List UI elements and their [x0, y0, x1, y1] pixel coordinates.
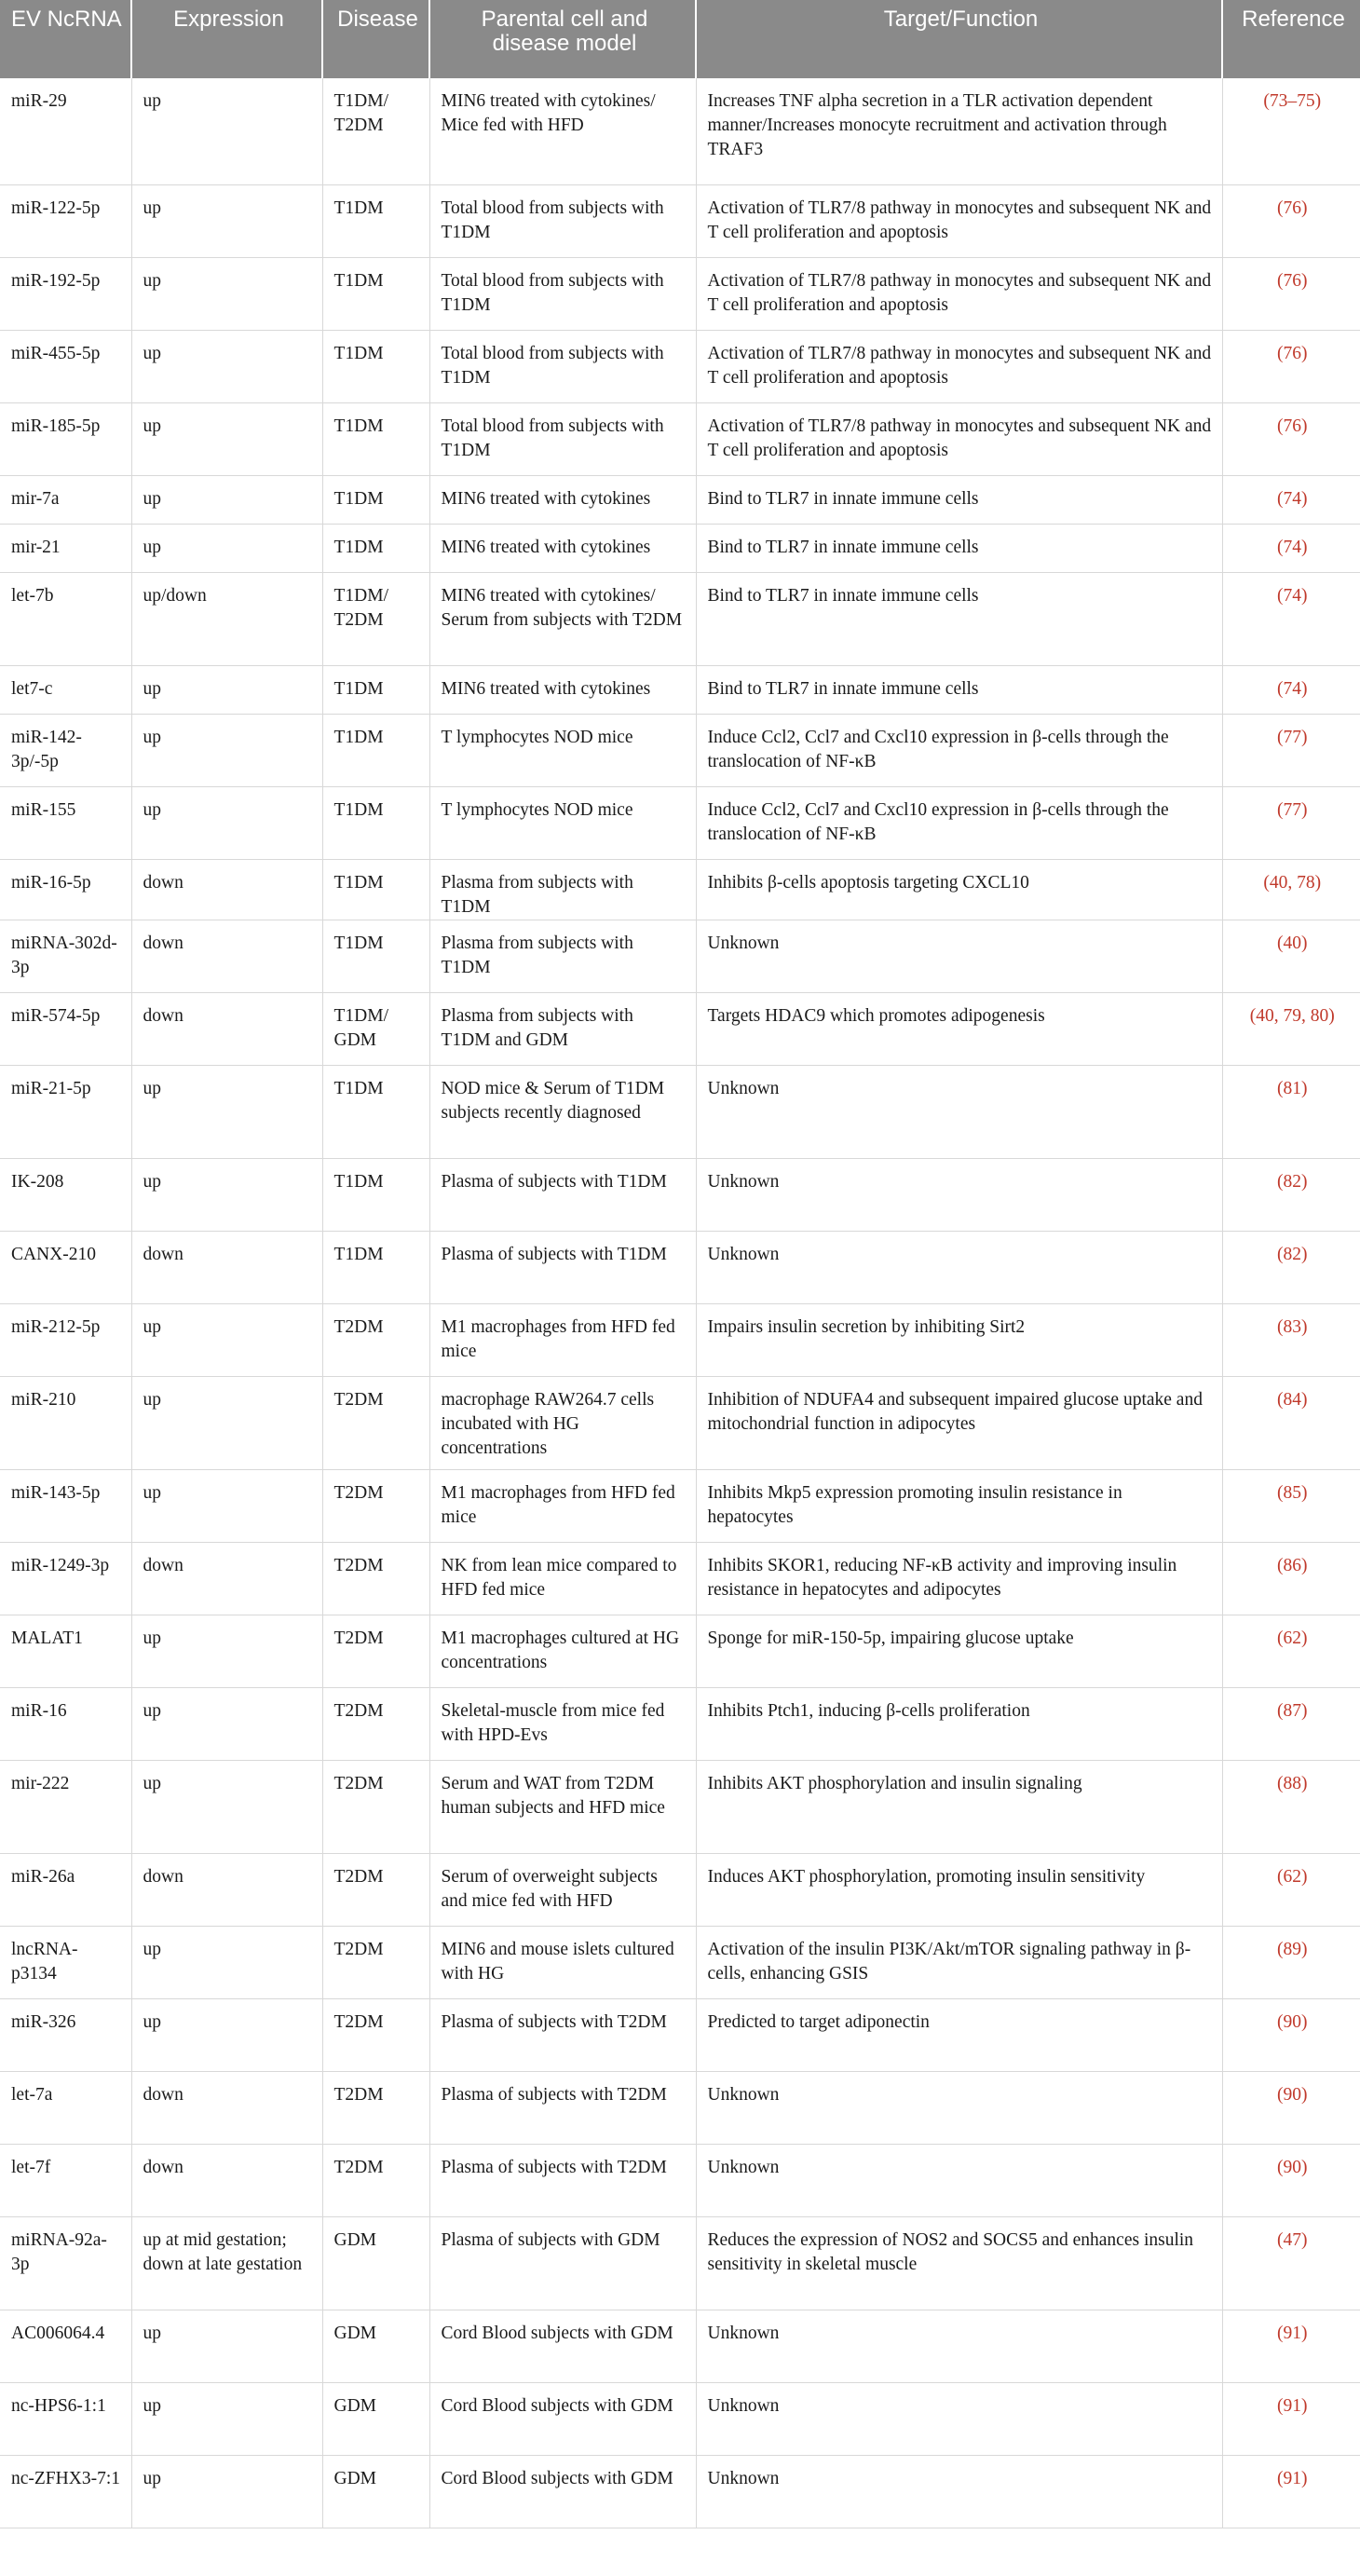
cell-model: Total blood from subjects with T1DM: [429, 184, 696, 257]
cell-model: Cord Blood subjects with GDM: [429, 2455, 696, 2528]
reference-link[interactable]: 62: [1283, 1628, 1301, 1648]
reference-link[interactable]: 77: [1283, 799, 1301, 820]
cell-expression: down: [131, 1542, 322, 1615]
cell-target: Unknown: [696, 2144, 1222, 2216]
table-row: [0, 330, 1360, 402]
header-row: [0, 0, 1360, 78]
cell-reference: (76): [1222, 257, 1360, 330]
reference-link[interactable]: 74: [1283, 488, 1301, 509]
column-header-model: Parental cell and disease model: [429, 0, 696, 78]
cell-ncrna: miR-143-5p: [0, 1469, 131, 1542]
cell-target: Impairs insulin secretion by inhibiting Sirt2: [696, 1303, 1222, 1376]
table-row: [0, 1376, 1360, 1469]
reference-link[interactable]: 83: [1283, 1316, 1301, 1337]
cell-ncrna: miR-326: [0, 1998, 131, 2071]
cell-reference: (84): [1222, 1376, 1360, 1469]
cell-reference: (74): [1222, 572, 1360, 665]
cell-reference: (40, 79, 80): [1222, 992, 1360, 1065]
cell-ncrna: MALAT1: [0, 1615, 131, 1687]
cell-target: Unknown: [696, 920, 1222, 992]
cell-reference: (87): [1222, 1687, 1360, 1760]
cell-disease: T1DM: [322, 1231, 429, 1303]
cell-expression: up: [131, 78, 322, 184]
table-row: [0, 1231, 1360, 1303]
cell-target: Activation of TLR7/8 pathway in monocytes and subsequent NK and T cell proliferation and apoptosis: [696, 330, 1222, 402]
cell-target: Inhibits SKOR1, reducing NF-κB activity and improving insulin resistance in hepatocytes and adipocytes: [696, 1542, 1222, 1615]
reference-link[interactable]: 74: [1283, 585, 1301, 606]
table-row: [0, 1158, 1360, 1231]
cell-disease: T2DM: [322, 1760, 429, 1853]
cell-disease: T1DM: [322, 859, 429, 920]
reference-link[interactable]: 88: [1283, 1773, 1301, 1793]
table-row: [0, 184, 1360, 257]
table-row: [0, 1303, 1360, 1376]
cell-ncrna: miR-574-5p: [0, 992, 131, 1065]
cell-disease: T1DM: [322, 330, 429, 402]
table-row: [0, 402, 1360, 475]
cell-ncrna: miRNA-302d-3p: [0, 920, 131, 992]
table-row: [0, 2310, 1360, 2382]
cell-ncrna: miR-16-5p: [0, 859, 131, 920]
cell-expression: up: [131, 2310, 322, 2382]
reference-link[interactable]: 91: [1283, 2395, 1301, 2416]
cell-model: M1 macrophages from HFD fed mice: [429, 1469, 696, 1542]
cell-reference: (62): [1222, 1853, 1360, 1926]
cell-target: Induce Ccl2, Ccl7 and Cxcl10 expression in β-cells through the translocation of NF-κB: [696, 786, 1222, 859]
cell-disease: T2DM: [322, 1998, 429, 2071]
cell-expression: up: [131, 714, 322, 786]
cell-expression: up: [131, 257, 322, 330]
cell-disease: T2DM: [322, 1469, 429, 1542]
cell-ncrna: nc-HPS6-1:1: [0, 2382, 131, 2455]
table-row: [0, 1998, 1360, 2071]
cell-target: Inhibition of NDUFA4 and subsequent impaired glucose uptake and mitochondrial function in adipocytes: [696, 1376, 1222, 1469]
cell-target: Unknown: [696, 2382, 1222, 2455]
table-row: [0, 524, 1360, 572]
cell-expression: up: [131, 786, 322, 859]
reference-link[interactable]: 76: [1283, 198, 1301, 218]
cell-target: Unknown: [696, 1158, 1222, 1231]
cell-ncrna: lncRNA-p3134: [0, 1926, 131, 1998]
table-row: [0, 572, 1360, 665]
table-row: [0, 475, 1360, 524]
cell-expression: up: [131, 1469, 322, 1542]
cell-target: Induces AKT phosphorylation, promoting insulin sensitivity: [696, 1853, 1222, 1926]
cell-expression: down: [131, 2144, 322, 2216]
cell-expression: down: [131, 992, 322, 1065]
cell-model: NK from lean mice compared to HFD fed mice: [429, 1542, 696, 1615]
cell-disease: T2DM: [322, 1376, 429, 1469]
reference-link[interactable]: 74: [1283, 537, 1301, 557]
cell-ncrna: miR-122-5p: [0, 184, 131, 257]
cell-reference: (74): [1222, 524, 1360, 572]
table-row: [0, 1542, 1360, 1615]
reference-link[interactable]: 91: [1283, 2468, 1301, 2488]
cell-disease: T2DM: [322, 1687, 429, 1760]
cell-expression: up: [131, 330, 322, 402]
cell-target: Activation of TLR7/8 pathway in monocytes and subsequent NK and T cell proliferation and apoptosis: [696, 257, 1222, 330]
cell-expression: down: [131, 1853, 322, 1926]
cell-target: Activation of the insulin PI3K/Akt/mTOR signaling pathway in β-cells, enhancing GSIS: [696, 1926, 1222, 1998]
cell-reference: (91): [1222, 2382, 1360, 2455]
cell-target: Activation of TLR7/8 pathway in monocytes and subsequent NK and T cell proliferation and apoptosis: [696, 184, 1222, 257]
cell-model: Cord Blood subjects with GDM: [429, 2382, 696, 2455]
cell-expression: down: [131, 1231, 322, 1303]
reference-link[interactable]: 86: [1283, 1555, 1301, 1575]
cell-model: T lymphocytes NOD mice: [429, 786, 696, 859]
cell-disease: T2DM: [322, 2144, 429, 2216]
cell-ncrna: miR-210: [0, 1376, 131, 1469]
cell-disease: T1DM: [322, 920, 429, 992]
cell-model: MIN6 and mouse islets cultured with HG: [429, 1926, 696, 1998]
cell-model: Plasma of subjects with T2DM: [429, 2071, 696, 2144]
cell-disease: T2DM: [322, 1853, 429, 1926]
cell-ncrna: miRNA-92a-3p: [0, 2216, 131, 2310]
column-header-reference: Reference: [1222, 0, 1360, 78]
cell-model: MIN6 treated with cytokines: [429, 524, 696, 572]
cell-reference: (77): [1222, 786, 1360, 859]
table-row: [0, 1687, 1360, 1760]
cell-target: Reduces the expression of NOS2 and SOCS5 and enhances insulin sensitivity in skeletal muscle: [696, 2216, 1222, 2310]
reference-link[interactable]: 40, 79, 80: [1256, 1005, 1329, 1026]
reference-link[interactable]: 82: [1283, 1171, 1301, 1192]
cell-reference: (91): [1222, 2310, 1360, 2382]
cell-expression: down: [131, 859, 322, 920]
cell-model: Plasma of subjects with T2DM: [429, 1998, 696, 2071]
reference-link[interactable]: 47: [1283, 2229, 1301, 2250]
cell-model: Plasma of subjects with T2DM: [429, 2144, 696, 2216]
cell-expression: up: [131, 1065, 322, 1158]
cell-disease: GDM: [322, 2455, 429, 2528]
table-row: [0, 2144, 1360, 2216]
cell-expression: up: [131, 1998, 322, 2071]
cell-target: Unknown: [696, 1065, 1222, 1158]
cell-model: Plasma of subjects with T1DM: [429, 1231, 696, 1303]
cell-disease: T1DM: [322, 786, 429, 859]
cell-model: M1 macrophages from HFD fed mice: [429, 1303, 696, 1376]
cell-reference: (74): [1222, 475, 1360, 524]
cell-model: Total blood from subjects with T1DM: [429, 402, 696, 475]
cell-ncrna: IK-208: [0, 1158, 131, 1231]
reference-link[interactable]: 87: [1283, 1700, 1301, 1721]
table-row: [0, 78, 1360, 184]
reference-link[interactable]: 81: [1283, 1078, 1301, 1098]
cell-ncrna: miR-155: [0, 786, 131, 859]
reference-link[interactable]: 40, 78: [1269, 872, 1315, 893]
cell-model: MIN6 treated with cytokines: [429, 475, 696, 524]
cell-ncrna: let-7f: [0, 2144, 131, 2216]
cell-ncrna: miR-1249-3p: [0, 1542, 131, 1615]
cell-disease: T1DM: [322, 475, 429, 524]
cell-ncrna: let7-c: [0, 665, 131, 714]
reference-link[interactable]: 90: [1283, 2157, 1301, 2177]
cell-model: Plasma of subjects with T1DM: [429, 1158, 696, 1231]
cell-ncrna: mir-222: [0, 1760, 131, 1853]
cell-expression: up: [131, 2382, 322, 2455]
cell-expression: up: [131, 1376, 322, 1469]
cell-reference: (76): [1222, 330, 1360, 402]
reference-link[interactable]: 77: [1283, 727, 1301, 747]
cell-expression: up: [131, 1760, 322, 1853]
cell-expression: down: [131, 2071, 322, 2144]
cell-disease: T1DM: [322, 257, 429, 330]
cell-reference: (77): [1222, 714, 1360, 786]
cell-reference: (85): [1222, 1469, 1360, 1542]
cell-model: Serum of overweight subjects and mice fed with HFD: [429, 1853, 696, 1926]
cell-model: NOD mice & Serum of T1DM subjects recently diagnosed: [429, 1065, 696, 1158]
cell-reference: (40): [1222, 920, 1360, 992]
cell-reference: (74): [1222, 665, 1360, 714]
cell-expression: up: [131, 2455, 322, 2528]
cell-reference: (89): [1222, 1926, 1360, 1998]
cell-reference: (82): [1222, 1231, 1360, 1303]
cell-expression: up: [131, 665, 322, 714]
cell-disease: T1DM/ GDM: [322, 992, 429, 1065]
cell-expression: up: [131, 1615, 322, 1687]
cell-expression: up: [131, 402, 322, 475]
cell-ncrna: AC006064.4: [0, 2310, 131, 2382]
table-row: [0, 1926, 1360, 1998]
table-row: [0, 2216, 1360, 2310]
cell-ncrna: mir-7a: [0, 475, 131, 524]
table-row: [0, 859, 1360, 920]
cell-reference: (90): [1222, 2144, 1360, 2216]
cell-target: Unknown: [696, 2310, 1222, 2382]
cell-target: Induce Ccl2, Ccl7 and Cxcl10 expression in β-cells through the translocation of NF-κB: [696, 714, 1222, 786]
reference-link[interactable]: 76: [1283, 343, 1301, 363]
cell-disease: T2DM: [322, 1926, 429, 1998]
cell-disease: GDM: [322, 2216, 429, 2310]
cell-model: Serum and WAT from T2DM human subjects and HFD mice: [429, 1760, 696, 1853]
cell-disease: T2DM: [322, 1303, 429, 1376]
cell-target: Sponge for miR-150-5p, impairing glucose uptake: [696, 1615, 1222, 1687]
cell-expression: up: [131, 1158, 322, 1231]
cell-disease: T1DM: [322, 665, 429, 714]
cell-target: Bind to TLR7 in innate immune cells: [696, 475, 1222, 524]
cell-ncrna: CANX-210: [0, 1231, 131, 1303]
table-row: [0, 1469, 1360, 1542]
reference-link[interactable]: 89: [1283, 1939, 1301, 1959]
cell-reference: (40, 78): [1222, 859, 1360, 920]
reference-link[interactable]: 40: [1283, 933, 1301, 953]
cell-ncrna: miR-212-5p: [0, 1303, 131, 1376]
cell-reference: (76): [1222, 184, 1360, 257]
cell-reference: (73–75): [1222, 78, 1360, 184]
cell-disease: T2DM: [322, 1615, 429, 1687]
table-row: [0, 2455, 1360, 2528]
table-row: [0, 992, 1360, 1065]
cell-target: Activation of TLR7/8 pathway in monocytes and subsequent NK and T cell proliferation and apoptosis: [696, 402, 1222, 475]
cell-ncrna: miR-192-5p: [0, 257, 131, 330]
reference-link[interactable]: 76: [1283, 416, 1301, 436]
cell-target: Targets HDAC9 which promotes adipogenesis: [696, 992, 1222, 1065]
cell-target: Inhibits Mkp5 expression promoting insulin resistance in hepatocytes: [696, 1469, 1222, 1542]
cell-disease: T1DM: [322, 524, 429, 572]
cell-target: Predicted to target adiponectin: [696, 1998, 1222, 2071]
cell-reference: (81): [1222, 1065, 1360, 1158]
cell-model: Plasma of subjects with GDM: [429, 2216, 696, 2310]
cell-model: MIN6 treated with cytokines: [429, 665, 696, 714]
table-row: [0, 1065, 1360, 1158]
cell-disease: GDM: [322, 2310, 429, 2382]
table-row: [0, 1853, 1360, 1926]
cell-disease: T1DM: [322, 714, 429, 786]
reference-link[interactable]: 90: [1283, 2084, 1301, 2105]
cell-target: Bind to TLR7 in innate immune cells: [696, 524, 1222, 572]
table-header: [0, 0, 1360, 78]
cell-target: Bind to TLR7 in innate immune cells: [696, 665, 1222, 714]
cell-expression: up: [131, 1303, 322, 1376]
table-body: [0, 78, 1360, 2528]
cell-model: Plasma from subjects with T1DM: [429, 920, 696, 992]
reference-link[interactable]: 85: [1283, 1482, 1301, 1503]
cell-expression: up: [131, 1926, 322, 1998]
cell-expression: up/down: [131, 572, 322, 665]
reference-link[interactable]: 84: [1283, 1389, 1301, 1410]
cell-model: MIN6 treated with cytokines/ Serum from subjects with T2DM: [429, 572, 696, 665]
cell-ncrna: miR-21-5p: [0, 1065, 131, 1158]
cell-ncrna: miR-455-5p: [0, 330, 131, 402]
cell-model: Skeletal-muscle from mice fed with HPD-Evs: [429, 1687, 696, 1760]
table-row: [0, 714, 1360, 786]
cell-disease: T1DM: [322, 1065, 429, 1158]
cell-target: Inhibits AKT phosphorylation and insulin signaling: [696, 1760, 1222, 1853]
reference-link[interactable]: 76: [1283, 270, 1301, 291]
cell-ncrna: miR-29: [0, 78, 131, 184]
column-header-target: Target/Function: [696, 0, 1222, 78]
cell-reference: (47): [1222, 2216, 1360, 2310]
table-row: [0, 920, 1360, 992]
table-row: [0, 665, 1360, 714]
cell-expression: up: [131, 1687, 322, 1760]
table-row: [0, 2382, 1360, 2455]
column-header-disease: Disease: [322, 0, 429, 78]
table-row: [0, 1760, 1360, 1853]
cell-expression: up at mid gestation; down at late gestation: [131, 2216, 322, 2310]
cell-expression: up: [131, 524, 322, 572]
cell-disease: T1DM: [322, 1158, 429, 1231]
cell-target: Inhibits β-cells apoptosis targeting CXCL10: [696, 859, 1222, 920]
cell-reference: (76): [1222, 402, 1360, 475]
cell-reference: (62): [1222, 1615, 1360, 1687]
reference-link[interactable]: 91: [1283, 2323, 1301, 2343]
cell-disease: T2DM: [322, 1542, 429, 1615]
cell-ncrna: let-7b: [0, 572, 131, 665]
table-row: [0, 786, 1360, 859]
cell-reference: (88): [1222, 1760, 1360, 1853]
cell-model: T lymphocytes NOD mice: [429, 714, 696, 786]
table-row: [0, 1615, 1360, 1687]
cell-disease: GDM: [322, 2382, 429, 2455]
cell-model: Plasma from subjects with T1DM and GDM: [429, 992, 696, 1065]
reference-link[interactable]: 74: [1283, 678, 1301, 699]
cell-disease: T1DM/ T2DM: [322, 78, 429, 184]
cell-target: Inhibits Ptch1, inducing β-cells proliferation: [696, 1687, 1222, 1760]
cell-ncrna: miR-26a: [0, 1853, 131, 1926]
cell-ncrna: let-7a: [0, 2071, 131, 2144]
reference-link[interactable]: 90: [1283, 2011, 1301, 2032]
cell-disease: T1DM: [322, 402, 429, 475]
cell-target: Unknown: [696, 1231, 1222, 1303]
table-row: [0, 2071, 1360, 2144]
cell-target: Bind to TLR7 in innate immune cells: [696, 572, 1222, 665]
cell-ncrna: mir-21: [0, 524, 131, 572]
cell-disease: T1DM/ T2DM: [322, 572, 429, 665]
reference-link[interactable]: 82: [1283, 1244, 1301, 1264]
column-header-expression: Expression: [131, 0, 322, 78]
cell-model: Total blood from subjects with T1DM: [429, 330, 696, 402]
cell-model: macrophage RAW264.7 cells incubated with HG concentrations: [429, 1376, 696, 1469]
cell-model: Total blood from subjects with T1DM: [429, 257, 696, 330]
cell-disease: T1DM: [322, 184, 429, 257]
cell-expression: up: [131, 475, 322, 524]
cell-disease: T2DM: [322, 2071, 429, 2144]
cell-expression: down: [131, 920, 322, 992]
cell-model: MIN6 treated with cytokines/ Mice fed with HFD: [429, 78, 696, 184]
reference-link[interactable]: 73–75: [1269, 91, 1315, 111]
cell-ncrna: nc-ZFHX3-7:1: [0, 2455, 131, 2528]
column-header-ncrna: EV NcRNA: [0, 0, 131, 78]
cell-reference: (86): [1222, 1542, 1360, 1615]
cell-model: Cord Blood subjects with GDM: [429, 2310, 696, 2382]
cell-reference: (83): [1222, 1303, 1360, 1376]
cell-model: M1 macrophages cultured at HG concentrations: [429, 1615, 696, 1687]
cell-ncrna: miR-142-3p/-5p: [0, 714, 131, 786]
cell-ncrna: miR-185-5p: [0, 402, 131, 475]
cell-target: Unknown: [696, 2071, 1222, 2144]
cell-expression: up: [131, 184, 322, 257]
cell-target: Increases TNF alpha secretion in a TLR activation dependent manner/Increases monocyte recruitment and activation through TRAF3: [696, 78, 1222, 184]
reference-link[interactable]: 62: [1283, 1866, 1301, 1887]
table-row: [0, 257, 1360, 330]
cell-reference: (91): [1222, 2455, 1360, 2528]
cell-model: Plasma from subjects with T1DM: [429, 859, 696, 920]
cell-reference: (90): [1222, 2071, 1360, 2144]
cell-target: Unknown: [696, 2455, 1222, 2528]
cell-reference: (82): [1222, 1158, 1360, 1231]
cell-reference: (90): [1222, 1998, 1360, 2071]
cell-ncrna: miR-16: [0, 1687, 131, 1760]
